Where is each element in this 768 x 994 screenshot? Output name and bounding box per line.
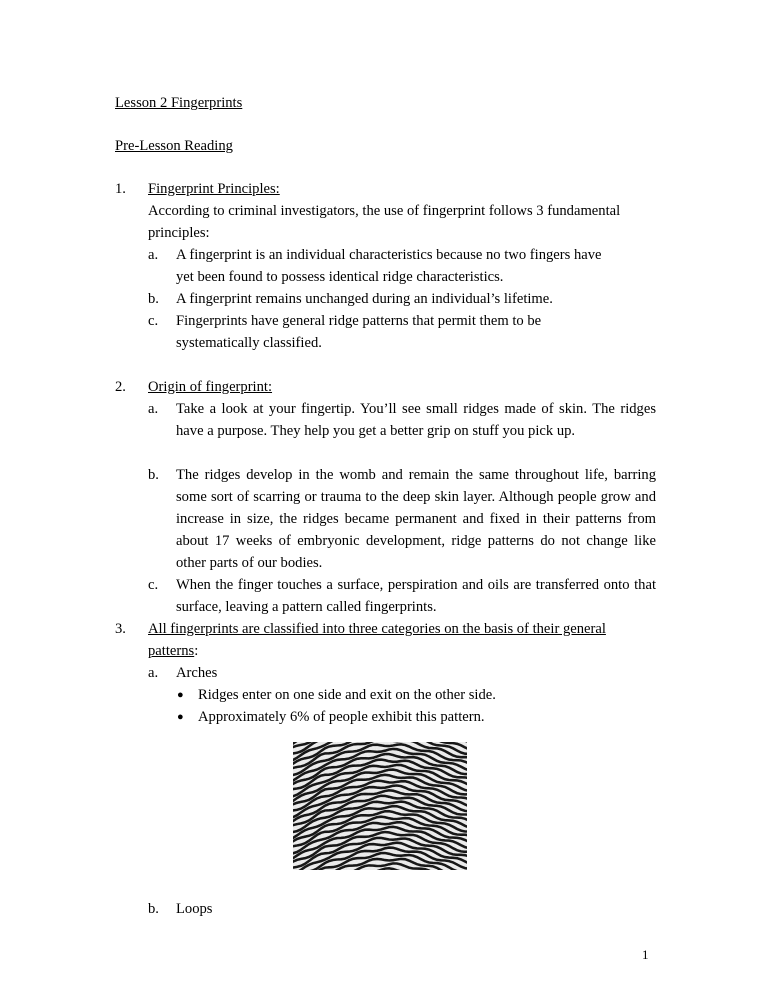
section-2-number: 2. <box>115 379 126 395</box>
arch-fingerprint-image <box>293 742 467 870</box>
section-3-heading-line2 <box>148 640 655 662</box>
section-3-heading-line2-text: patterns <box>148 643 195 659</box>
section-1-intro-line2: principles: <box>148 225 210 241</box>
section-3-heading-line1: All fingerprints are classified into three categories on the basis of their general <box>148 621 606 637</box>
section-1-item-a-letter: a. <box>148 247 159 263</box>
section-2-item-a-letter: a. <box>148 401 159 417</box>
section-3-item-a-bullet-1: Ridges enter on one side and exit on the other side. <box>198 687 496 703</box>
section-1-item-c-letter: c. <box>148 313 159 329</box>
section-1-item-b-letter: b. <box>148 291 159 307</box>
section-3-item-a-bullet-2: Approximately 6% of people exhibit this pattern. <box>198 709 485 725</box>
page-number: 1 <box>642 947 649 962</box>
section-3-item-b-label: Loops <box>176 901 213 917</box>
page-subtitle: Pre-Lesson Reading <box>115 138 233 154</box>
bullet-dot-icon: ● <box>177 689 184 701</box>
section-1-item-a-line1: A fingerprint is an individual characteristics because no two fingers have <box>176 247 602 263</box>
section-1-item-c-line1: Fingerprints have general ridge patterns that permit them to be <box>176 313 542 329</box>
section-1-number: 1. <box>115 181 126 197</box>
section-2-item-b-text: The ridges develop in the womb and remain the same throughout life, barring some sort of scarring or trauma to the deep skin layer. Although people grow and increase in size, the ridges became permanent and fixed in their patterns from about 17 weeks of embryonic development, ridge patterns do not change like other parts of our bodies. <box>176 467 656 571</box>
page-title: Lesson 2 Fingerprints <box>115 95 243 111</box>
section-2-heading: Origin of fingerprint: <box>148 379 273 395</box>
section-1-item-c-line2: systematically classified. <box>176 335 322 351</box>
section-2-item-c-text: When the finger touches a surface, perspiration and oils are transferred onto that surface, leaving a pattern called fingerprints. <box>176 577 656 615</box>
section-1-item-b-line1: A fingerprint remains unchanged during an individual’s lifetime. <box>176 291 553 307</box>
section-3-heading-colon: : <box>194 643 199 659</box>
bullet-dot-icon: ● <box>177 711 184 723</box>
section-1-item-a-line2: yet been found to possess identical ridge characteristics. <box>176 269 504 285</box>
section-1-heading: Fingerprint Principles: <box>148 181 280 197</box>
section-3-item-a-letter: a. <box>148 665 159 681</box>
section-2-item-b-letter: b. <box>148 467 159 483</box>
section-3-item-a-label: Arches <box>176 665 218 681</box>
section-2-item-c-letter: c. <box>148 577 159 593</box>
section-3-item-b-letter: b. <box>148 901 159 917</box>
section-3-number: 3. <box>115 621 126 637</box>
section-1-intro-line1: According to criminal investigators, the use of fingerprint follows 3 fundamental <box>148 203 621 219</box>
section-2-item-a-text: Take a look at your fingertip. You’ll see small ridges made of skin. The ridges have a purpose. They help you get a better grip on stuff you pick up. <box>176 401 656 439</box>
